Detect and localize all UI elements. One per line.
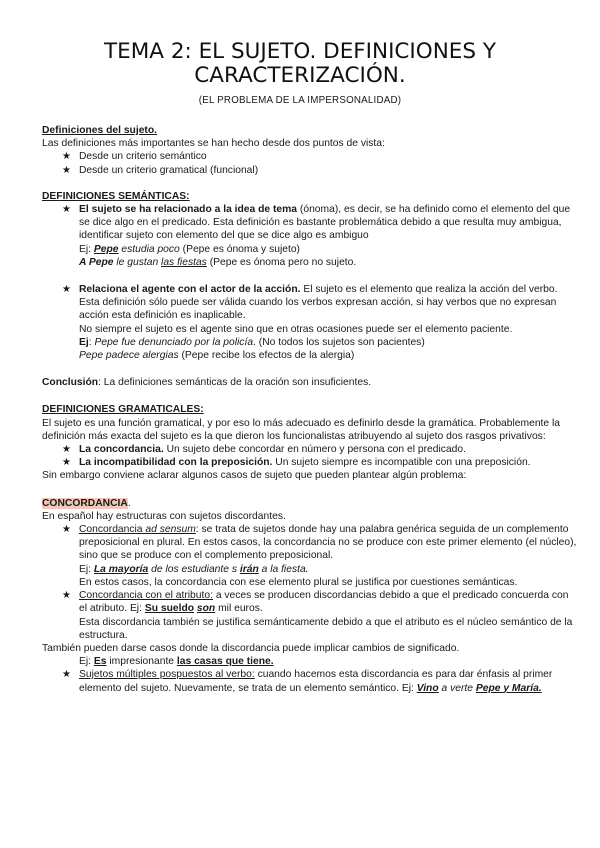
- section-heading-concordancia: CONCORDANCIA.: [42, 497, 131, 509]
- bullet-list: [42, 283, 577, 362]
- star-icon: ★: [62, 457, 71, 469]
- page-subtitle: (EL PROBLEMA DE LA IMPERSONALIDAD): [198, 95, 402, 106]
- star-icon: ★: [62, 590, 71, 602]
- section-heading-gramaticales: DEFINICIONES GRAMATICALES:: [42, 404, 204, 416]
- list-item: ★ El sujeto se ha relacionado a la idea de tema (ónoma), es decir, se ha definido como el elemento del que se dice algo en el predicado. Esta definición es bastante problemática debido a que resulta muy ambigua, identificar sujeto con elemento del que se dice algo es ambiguo Ej: Pepe estudia poco (Pepe es ónoma y sujeto) A Pepe le gustan las fiestas (Pepe es ónoma pero no sujeto.: [42, 203, 577, 269]
- list-item: ★ Relaciona el agente con el actor de la acción. El sujeto es el elemento que realiza la acción del verbo. Esta definición sólo puede ser válida cuando los verbos expresan acción, si hay verbos que no expresan acción esta definición es inaplicable. No siempre el sujeto es el agente sino que en otras ocasiones puede ser el elemento paciente. Ej: Pepe fue denunciado por la policía. (No todos los sujetos son pacientes) Pepe padece alergias (Pepe recibe los efectos de la alergia): [42, 283, 577, 362]
- list-item: ★ Concordancia ad sensum: se trata de sujetos donde hay una palabra genérica seguida de un complemento preposicional en plural. En estos casos, la concordancia no se produce con este primer elemento (el núcleo), sino que se produce con el complemento preposicional. Ej: La mayoría de los estudiante s irán a la fiesta. En estos casos, la concordancia con ese elemento plural se justifica por cuestiones semánticas.: [62, 524, 577, 588]
- list-item: ★ Concordancia con el atributo: a veces se producen discordancias debido a que el predicado concuerda con el atributo. Ej: Su sueldo son mil euros. Esta discordancia también se justifica semánticamente debido a que el atributo es el núcleo semántico de la estructura.: [62, 590, 573, 641]
- star-icon: ★: [62, 284, 71, 296]
- paragraph: También pueden darse casos donde la discordancia puede implicar cambios de significado.: [42, 642, 460, 654]
- bullet-list: [42, 668, 577, 694]
- paragraph: El sujeto es una función gramatical, y por eso lo más adecuado es definirlo desde la gramática. Probablemente la definición más exacta del sujeto es la que dieron los funcionalistas atribuyendo al sujeto dos rasgos privativos:: [42, 417, 561, 442]
- paragraph: Las definiciones más importantes se han hecho desde dos puntos de vista:: [42, 138, 385, 150]
- page-title: TEMA 2: EL SUJETO. DEFINICIONES Y CARACTERIZACIÓN.: [104, 39, 496, 88]
- section-heading-semanticas: DEFINICIONES SEMÁNTICAS:: [42, 190, 190, 202]
- star-icon: ★: [62, 164, 71, 176]
- star-icon: ★: [62, 151, 71, 163]
- document-body: [42, 124, 577, 695]
- conclusion: Conclusión: La definiciones semánticas de la oración son insuficientes.: [42, 377, 372, 389]
- star-icon: ★: [62, 524, 71, 536]
- list-item: ★ Sujetos múltiples pospuestos al verbo: cuando hacemos esta discordancia es para dar énfasis al primer elemento del sujeto. Nuevamente, se trata de un elemento semántico. Ej: Vino a verte Pepe y María.: [62, 669, 553, 694]
- star-icon: ★: [62, 204, 71, 216]
- example-line: Ej: La mayoría de los estudiante s irán a la fiesta.: [79, 563, 309, 575]
- list-item: ★ Desde un criterio gramatical (funcional): [62, 164, 259, 176]
- bullet-list: [42, 203, 577, 269]
- bullet-list: [42, 443, 577, 469]
- example-line: Ej: Pepe estudia poco (Pepe es ónoma y sujeto): [79, 243, 300, 255]
- section-heading-definiciones: Definiciones del sujeto.: [42, 125, 158, 136]
- star-icon: ★: [62, 444, 71, 456]
- example-line: Ej: Pepe fue denunciado por la policía. (No todos los sujetos son pacientes): [79, 336, 425, 348]
- paragraph: En español hay estructuras con sujetos discordantes.: [42, 510, 286, 522]
- list-item: ★ La concordancia. Un sujeto debe concordar en número y persona con el predicado.: [62, 444, 466, 456]
- bullet-list: [42, 523, 577, 642]
- example-line: A Pepe le gustan las fiestas (Pepe es ónoma pero no sujeto.: [79, 256, 357, 268]
- paragraph: Sin embargo conviene aclarar algunos casos de sujeto que pueden plantear algún problema:: [42, 470, 467, 482]
- example-line: Ej: Es impresionante las casas que tiene.: [79, 656, 274, 668]
- list-item: ★ La incompatibilidad con la preposición. Un sujeto siempre es incompatible con una preposición.: [62, 457, 531, 469]
- star-icon: ★: [62, 669, 71, 681]
- example-line: Pepe padece alergias (Pepe recibe los efectos de la alergia): [79, 350, 355, 362]
- list-item: ★ Desde un criterio semántico: [62, 151, 207, 163]
- bullet-list: [42, 150, 577, 176]
